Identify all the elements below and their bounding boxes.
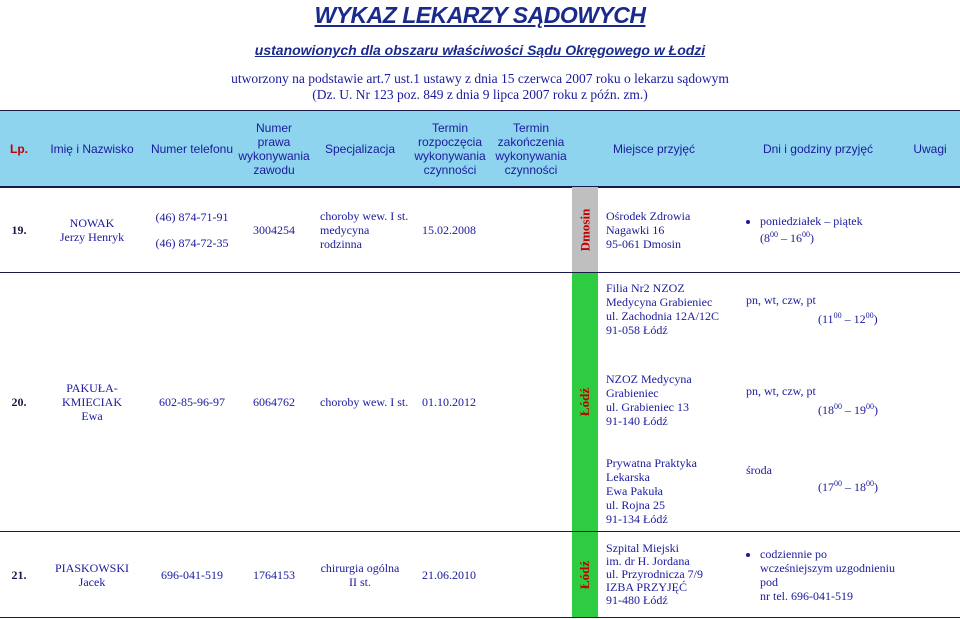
row-20-specialization: choroby wew. I st. [320,395,409,409]
legal-basis-line2: (Dz. U. Nr 123 poz. 849 z dnia 9 lipca 2007 roku z późn. zm.) [312,87,648,102]
city-strip-lodz-2: Łódź [572,532,598,617]
city-strip-dmosin: Dmosin [572,187,598,272]
header-specialization: Specjalizacja [324,142,396,156]
header-start-date: Termin rozpoczęcia wykonywania czynności [414,121,486,177]
row-20-start-date: 01.10.2012 [422,395,476,409]
row-20-hours-2: pn, wt, czw, pt $(18^{00} - 19^{00})$ [746,383,878,417]
row-19-hours: • poniedziałek – piątek $(8^{00} - 16^{00})$ [746,187,896,272]
row-21-hours [746,532,896,617]
city-strip-lodz: Łódź [572,273,598,531]
row-21-phone: 696-041-519 [161,567,223,582]
row-19-place: Ośrodek Zdrowia Nagawki 16 95-061 Dmosin [606,208,691,251]
row-20-name: PAKUŁA- KMIECIAK Ewa [62,381,122,423]
row-21-hours-item: • codziennie po wcześniejszym uzgodnieniu pod [760,547,896,589]
header-license: Numer prawa wykonywania zawodu [238,121,310,177]
row-21-place: Szpital Miejski im. dr H. Jordana ul. Przyrodnicza 7/9 IZBA PRZYJĘĆ 91-480 Łódź [606,541,703,607]
row-20-phone: 602-85-96-97 [159,395,225,409]
row-19-start-date: 15.02.2008 [422,222,476,237]
row-separator [0,617,960,618]
row-19-license: 3004254 [253,222,295,237]
header-end-date: Termin zakończenia wykonywania czynności [495,121,567,177]
row-21-license: 1764153 [253,567,295,582]
header-lp: Lp. [10,142,28,156]
row-21-specialization: chirurgia ogólna II st. [320,560,400,589]
row-19-specialization: choroby wew. I st. medycyna rodzinna [320,208,409,251]
row-20-lp: 20. [11,395,27,409]
header-name: Imię i Nazwisko [50,142,134,156]
legal-basis-line1: utworzony na podstawie art.7 ust.1 ustawy z dnia 15 czerwca 2007 roku o lekarzu sądowym [231,71,729,86]
row-21-lp: 21. [11,567,27,582]
row-21-hours-phone: nr tel. 696-041-519 [760,588,853,603]
row-19-phone: (46) 874-71-91 (46) 874-72-35 [155,209,229,250]
row-19-lp: 19. [11,222,27,237]
header-notes: Uwagi [913,142,947,156]
header-hours: Dni i godziny przyjęć [762,142,874,156]
row-20-place-3: Prywatna Praktyka Lekarska Ewa Pakuła ul. Rojna 25 91-134 Łódź [606,456,697,526]
row-21-start-date: 21.06.2010 [422,567,476,582]
row-20-place-1: Filia Nr2 NZOZ Medycyna Grabieniec ul. Zachodnia 12A/12C 91-058 Łódź [606,281,719,337]
header-phone: Numer telefonu [150,142,234,156]
table-header [0,110,960,188]
row-20-hours-1: pn, wt, czw, pt $(11^{00} - 12^{00})$ [746,292,878,326]
legal-basis [0,71,960,103]
document-subtitle: ustanowionych dla obszaru właściwości Sądu Okręgowego w Łodzi [254,42,706,58]
row-20-hours-3: środa $(17^{00} - 18^{00})$ [746,462,878,494]
row-20-place-2: NZOZ Medycyna Grabieniec ul. Grabieniec 13 91-140 Łódź [606,372,692,428]
header-place: Miejsce przyjęć [612,142,696,156]
row-19-name: NOWAK Jerzy Henryk [59,215,125,244]
row-20-license: 6064762 [253,395,295,409]
row-21-name: PIASKOWSKI Jacek [54,560,129,589]
document-title: WYKAZ LEKARZY SĄDOWYCH [314,2,646,28]
